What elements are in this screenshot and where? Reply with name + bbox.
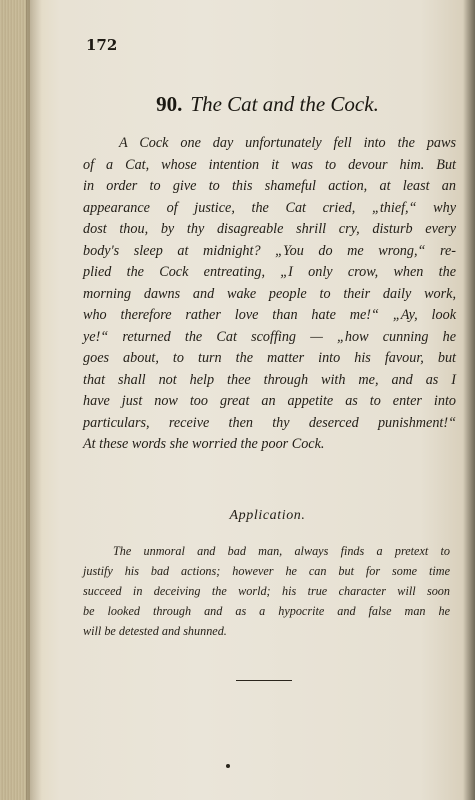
ink-speck xyxy=(226,764,230,768)
text-line: have just now too great an appetite as to enter into xyxy=(83,393,456,409)
text-line: will be detested and shunned. xyxy=(83,624,227,638)
text-line: be looked through and as a hypocrite and false man he xyxy=(83,604,450,618)
page-number: 172 xyxy=(86,36,118,54)
end-rule xyxy=(236,680,292,681)
gutter-shadow xyxy=(26,0,42,800)
text-line: appearance of justice, the Cat cried, „thief,“ why xyxy=(83,199,456,216)
text-line: A Cock one day unfortunately fell into the paws xyxy=(119,135,456,151)
application-text xyxy=(83,541,450,641)
text-line: goes about, to turn the matter into his favour, but xyxy=(83,350,456,366)
text-line: body's sleep at midnight? „You do me wrong,“ re- xyxy=(83,242,456,259)
fable-number: 90. xyxy=(156,92,183,116)
text-line: ye!“ returned the Cat scoffing — „how cunning he xyxy=(83,328,456,345)
text-line: that shall not help thee through with me, and as I xyxy=(83,371,456,388)
fable-text xyxy=(83,133,456,456)
text-line: succeed in deceiving the world; his true character will soon xyxy=(83,584,450,598)
fable-title xyxy=(0,92,475,117)
text-line: justify his bad actions; however he can but for some time xyxy=(83,564,450,578)
text-line: At these words she worried the poor Cock. xyxy=(83,436,325,452)
right-edge-shadow xyxy=(463,0,475,800)
text-line: of a Cat, whose intention it was to devour him. But xyxy=(83,156,456,173)
text-line: particulars, receive then thy deserced punishment!“ xyxy=(83,414,456,431)
fable-title-text: The Cat and the Cock. xyxy=(190,92,379,116)
text-line: The unmoral and bad man, always finds a pretext to xyxy=(113,544,450,558)
text-line: dost thou, by thy disagreable shrill cry, disturb every xyxy=(83,221,456,237)
text-line: plied the Cock entreating, „I only crow, when the xyxy=(83,264,456,280)
application-heading: Application. xyxy=(229,508,306,523)
text-line: morning dawns and wake people to their daily work, xyxy=(83,285,456,302)
text-line: in order to give to this shameful action, at least an xyxy=(83,178,456,194)
text-line: who therefore rather love than hate me!“ „Ay, look xyxy=(83,307,456,323)
